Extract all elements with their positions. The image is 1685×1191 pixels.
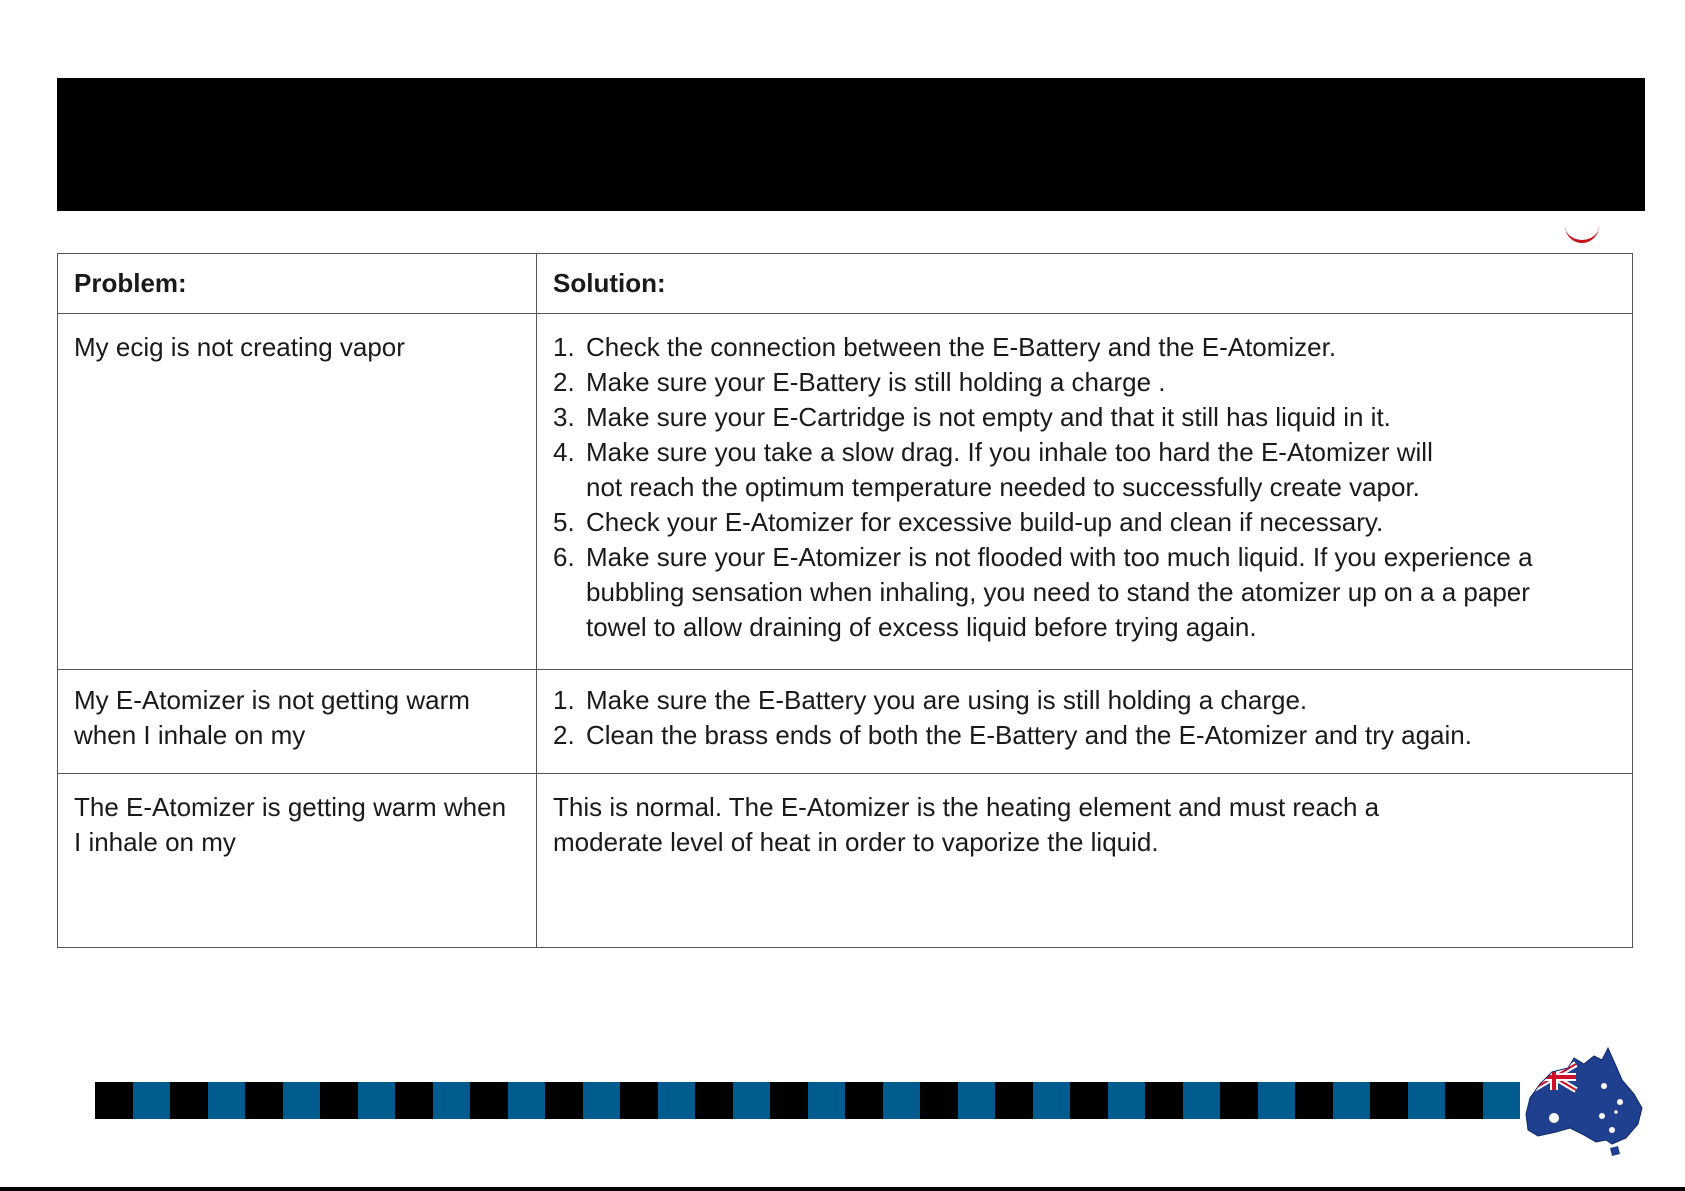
pattern-square [1333,1082,1371,1119]
pattern-square [1220,1082,1258,1119]
pattern-square [1108,1082,1146,1119]
pattern-square [1070,1082,1108,1119]
solution-cell [537,313,1633,669]
solution-step: 2. Make sure your E-Battery is still holding a charge . [553,366,1166,397]
pattern-square [1483,1082,1521,1119]
problem-cell: My ecig is not creating vapor [58,313,537,669]
pattern-square [808,1082,846,1119]
solution-cell: This is normal. The E-Atomizer is the heating element and must reach a moderate level of heat in order to vaporize the liquid. [537,773,1633,947]
solution-steps-list [553,683,1616,753]
problem-column-header: Problem: [58,254,537,314]
troubleshooting-table [57,253,1633,948]
pattern-square [245,1082,283,1119]
pattern-square [883,1082,921,1119]
pattern-square [358,1082,396,1119]
pattern-square [620,1082,658,1119]
australia-flag-map-icon [1522,1046,1644,1158]
pattern-square [1183,1082,1221,1119]
table-header-row [58,254,1633,314]
solution-step: 6. Make sure your E-Atomizer is not flooded with too much liquid. If you experience a bubbling sensation when inhaling, you need to stand the atomizer up on a a paper towel to allow draining of excess liquid before trying again. [553,541,1533,642]
pattern-square [283,1082,321,1119]
solution-steps-list [553,330,1616,645]
pattern-square [95,1082,133,1119]
solution-step: 4. Make sure you take a slow drag. If you inhale too hard the E-Atomizer will not reach the optimum temperature needed to successfully create vapor. [553,436,1433,502]
pattern-square [433,1082,471,1119]
header-banner [57,78,1645,211]
pattern-square [1408,1082,1446,1119]
pattern-square [470,1082,508,1119]
solution-cell [537,669,1633,773]
pattern-square [133,1082,171,1119]
pattern-square [845,1082,883,1119]
problem-cell: My E-Atomizer is not getting warm when I inhale on my [58,669,537,773]
solution-step: 5. Check your E-Atomizer for excessive build-up and clean if necessary. [553,506,1384,537]
problem-cell: The E-Atomizer is getting warm when I inhale on my [58,773,537,947]
pattern-square [1445,1082,1483,1119]
table-row [58,313,1633,669]
pattern-square [320,1082,358,1119]
pattern-square [1370,1082,1408,1119]
pattern-square [1145,1082,1183,1119]
pattern-square [920,1082,958,1119]
pattern-square [508,1082,546,1119]
pattern-square [770,1082,808,1119]
solution-step: 1. Check the connection between the E-Battery and the E-Atomizer. [553,331,1337,362]
solution-step: 3. Make sure your E-Cartridge is not empty and that it still has liquid in it. [553,401,1391,432]
red-accent-arc [1565,222,1599,243]
table-row [58,773,1633,947]
solution-step: 2. Clean the brass ends of both the E-Battery and the E-Atomizer and try again. [553,719,1472,750]
pattern-square [995,1082,1033,1119]
pattern-square [395,1082,433,1119]
pattern-square [1258,1082,1296,1119]
pattern-square [208,1082,246,1119]
pattern-square [545,1082,583,1119]
pattern-square [695,1082,733,1119]
checkered-footer-bar [95,1082,1535,1119]
pattern-square [658,1082,696,1119]
pattern-square [958,1082,996,1119]
pattern-square [583,1082,621,1119]
pattern-square [1033,1082,1071,1119]
pattern-square [733,1082,771,1119]
solution-column-header: Solution: [537,254,1633,314]
bottom-border-line [0,1187,1685,1191]
solution-step: 1. Make sure the E-Battery you are using is still holding a charge. [553,684,1308,715]
table-row [58,669,1633,773]
pattern-square [1295,1082,1333,1119]
pattern-square [170,1082,208,1119]
